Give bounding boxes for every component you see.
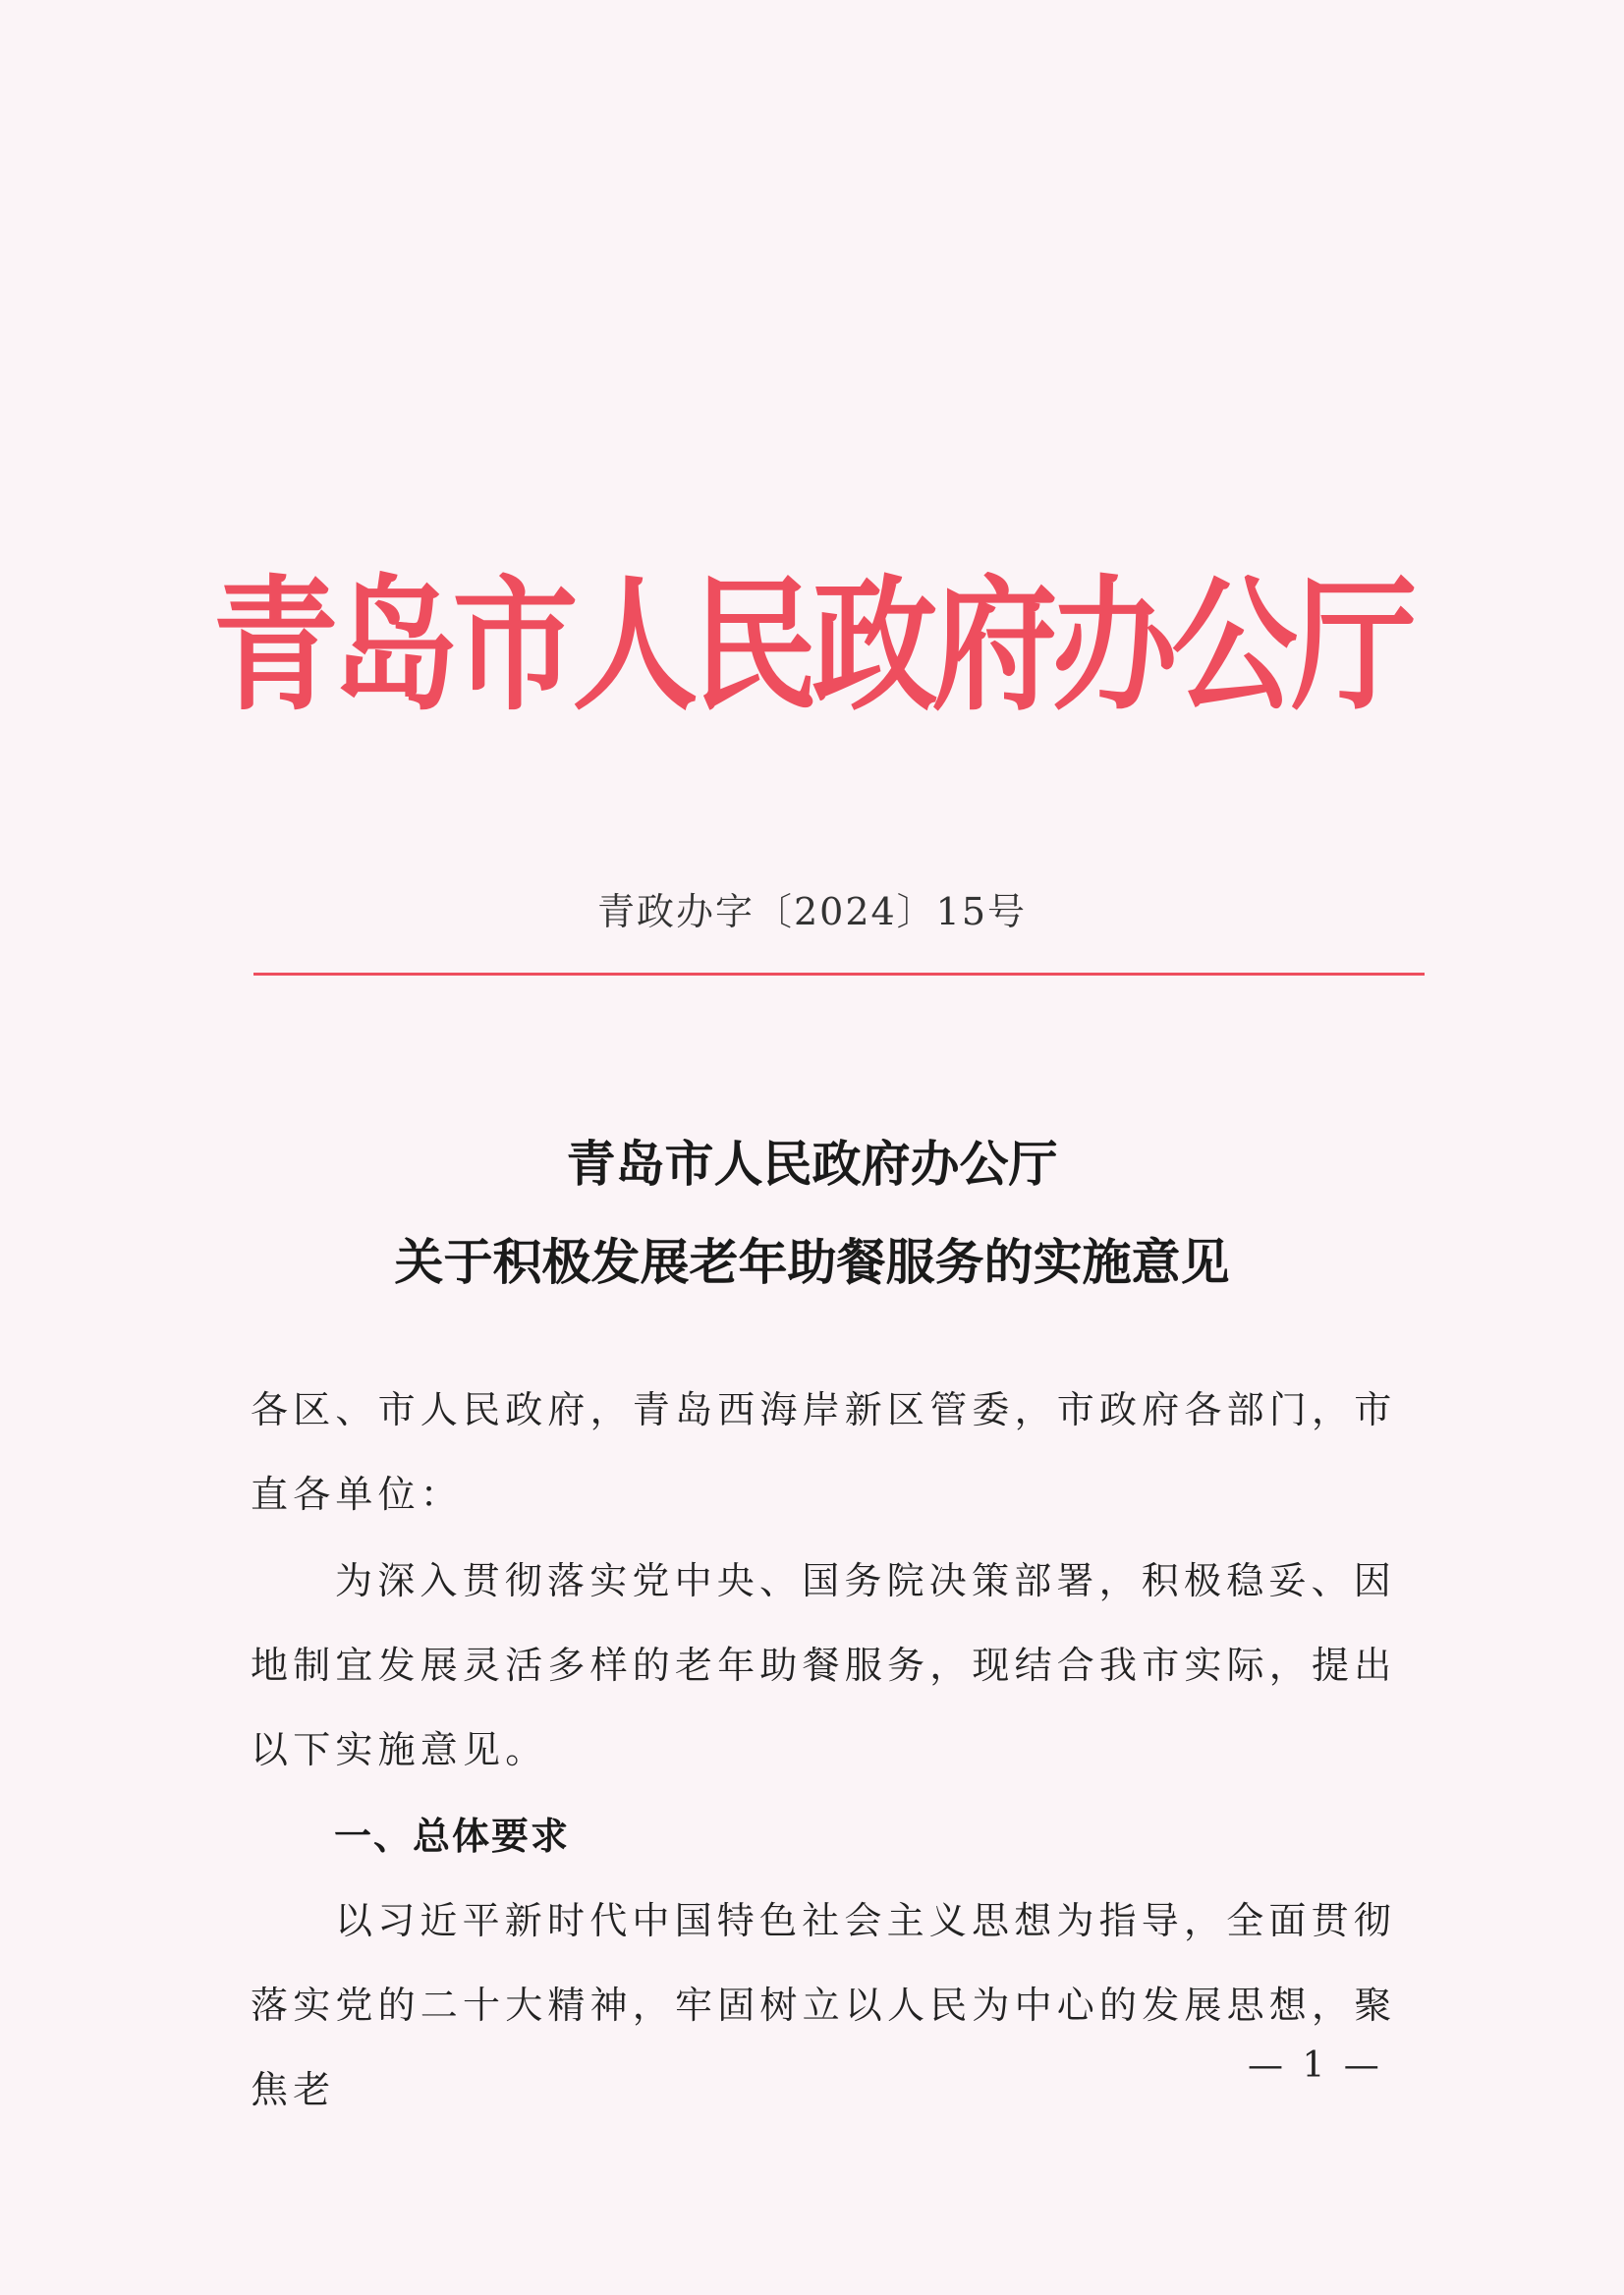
section-heading-general-requirements: 一、总体要求 [334,1814,571,1858]
document-number: 青政办字〔2024〕15号 [596,890,1028,933]
page-number: — 1 — [1248,2045,1383,2086]
section-1-paragraph: 以习近平新时代中国特色社会主义思想为指导，全面贯彻落实党的二十大精神，牢固树立以人民为中心的发展思想，聚焦老 [251,1899,1397,2111]
issuing-authority-masthead: 青岛市人民政府办公厅 [212,561,1412,731]
intro-paragraph: 为深入贯彻落实党中央、国务院决策部署，积极稳妥、因地制宜发展灵活多样的老年助餐服务，现结合我市实际，提出以下实施意见。 [251,1559,1397,1771]
salutation-paragraph: 各区、市人民政府，青岛西海岸新区管委，市政府各部门，市直各单位： [251,1388,1397,1516]
red-separator-line [253,973,1425,976]
document-title-line-2: 关于积极发展老年助餐服务的实施意见 [394,1233,1230,1291]
document-title-line-1: 青岛市人民政府办公厅 [566,1135,1058,1193]
